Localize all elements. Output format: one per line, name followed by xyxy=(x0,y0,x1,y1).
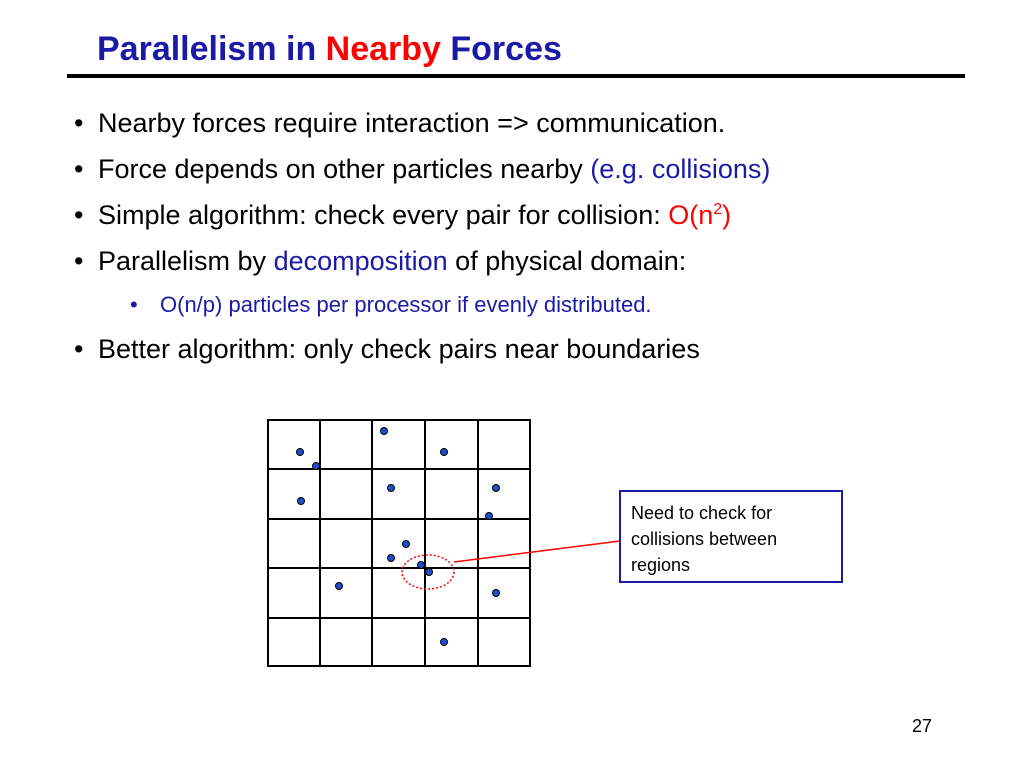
sub-bullet-text: O(n/p) particles per processor if evenly distributed. xyxy=(160,292,652,317)
grid xyxy=(268,420,530,666)
bullet-highlight: decomposition xyxy=(273,246,448,276)
particles xyxy=(297,428,500,646)
bullet-glyph: • xyxy=(130,292,138,317)
grid-border xyxy=(268,420,530,666)
bullet-glyph: • xyxy=(74,108,84,138)
particle xyxy=(388,555,395,562)
bullet-text: Better algorithm: only check pairs near boundaries xyxy=(98,334,700,364)
bullet-glyph: • xyxy=(74,200,84,230)
particle xyxy=(441,639,448,646)
bullet-glyph: • xyxy=(74,334,84,364)
title-prefix: Parallelism in xyxy=(97,30,326,68)
bullet-text: Simple algorithm: check every pair for collision: xyxy=(98,200,669,230)
bullet-glyph: • xyxy=(74,154,84,184)
particle xyxy=(298,498,305,505)
page-number: 27 xyxy=(912,716,933,736)
particle xyxy=(486,513,493,520)
bullet-glyph: • xyxy=(74,246,84,276)
title-suffix: Forces xyxy=(440,30,562,68)
particle xyxy=(381,428,388,435)
bullet-text: Force depends on other particles nearby xyxy=(98,154,591,184)
bullet-highlight: (e.g. collisions) xyxy=(590,154,771,184)
particle xyxy=(493,590,500,597)
particle xyxy=(441,449,448,456)
particle xyxy=(297,449,304,456)
complexity-base: O(n xyxy=(668,200,714,230)
particle xyxy=(493,485,500,492)
particle xyxy=(336,583,343,590)
particle xyxy=(313,463,320,470)
bullet-text: Parallelism by xyxy=(98,246,274,276)
bullet-text: Nearby forces require interaction => communication. xyxy=(98,108,726,138)
particle xyxy=(426,569,433,576)
complexity-close: ) xyxy=(722,200,732,230)
particle xyxy=(388,485,395,492)
particle xyxy=(403,541,410,548)
callout-box: Need to check for collisions between regions xyxy=(619,490,843,583)
particle xyxy=(418,562,425,569)
bullet-suffix: of physical domain: xyxy=(447,246,687,276)
complexity-exponent: 2 xyxy=(713,201,723,218)
title-accent: Nearby xyxy=(325,30,441,68)
